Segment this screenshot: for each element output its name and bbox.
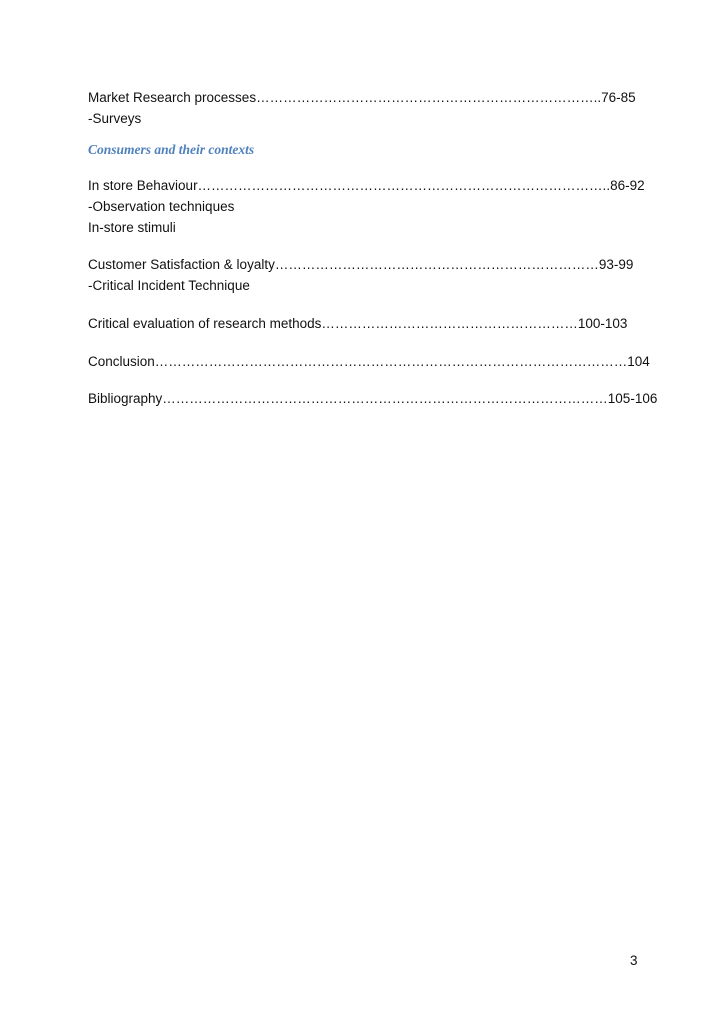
toc-entry-market-research: Market Research processes…………………………………………………………………..76-85 <box>88 90 636 105</box>
toc-subentry-surveys: -Surveys <box>88 111 142 126</box>
toc-entry-bibliography: Bibliography………………………………………………………………………………………105-106 <box>88 391 658 406</box>
toc-subentry-in-store-stimuli: In-store stimuli <box>88 220 176 235</box>
toc-entry-conclusion: Conclusion……………………………………………………………………………………………104 <box>88 354 650 369</box>
toc-entry-customer-satisfaction: Customer Satisfaction & loyalty………………………………………………………………93-99 <box>88 257 634 272</box>
toc-subentry-observation: -Observation techniques <box>88 199 235 214</box>
page-number: 3 <box>630 953 638 968</box>
toc-entry-in-store-behaviour: In store Behaviour………………………………………………………………………………..86-92 <box>88 178 645 193</box>
toc-entry-critical-evaluation: Critical evaluation of research methods…………………………………………………100-103 <box>88 316 628 331</box>
section-heading-consumers: Consumers and their contexts <box>88 142 255 157</box>
toc-subentry-critical-incident: -Critical Incident Technique <box>88 278 250 293</box>
